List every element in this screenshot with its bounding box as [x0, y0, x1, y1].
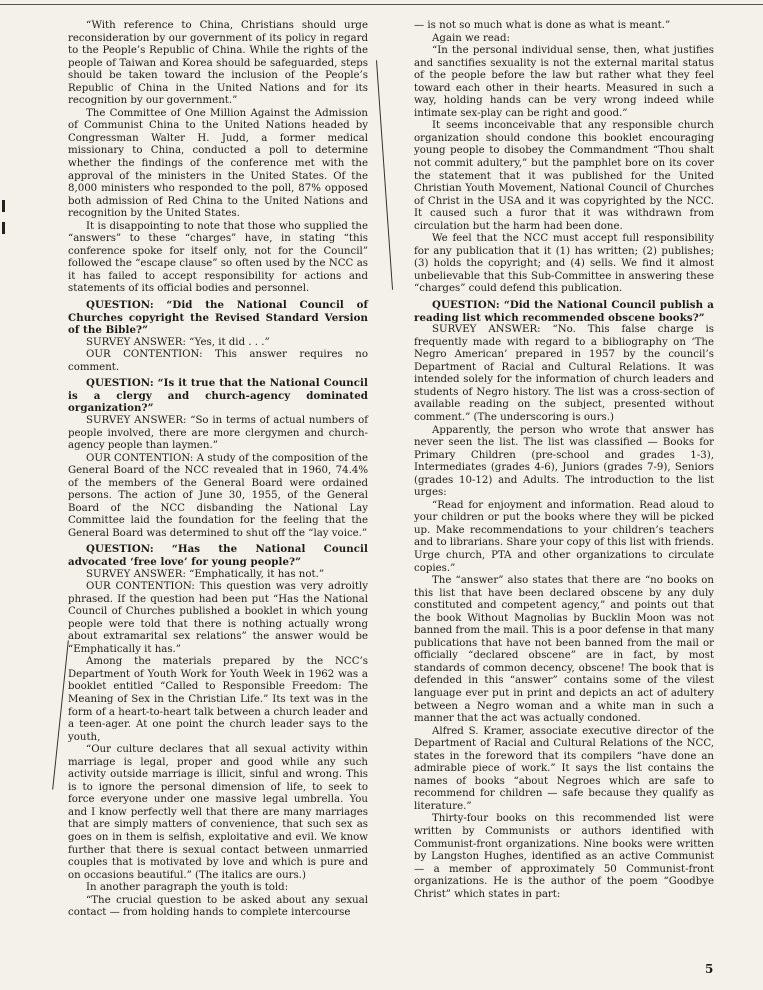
- paragraph: “With reference to China, Christians should urge reconsideration by our government of its policy in regard to the People’s Republic of China. While the rights of the people of Taiwan and Korea should be safeguarded, steps should be taken toward the inclusion of the People’s Republic of China in the United Nations and for its recognition by our government.”: [68, 20, 368, 107]
- question-heading: QUESTION: “Has the National Council advocated ‘free love’ for young people?”: [68, 543, 368, 568]
- paragraph: We feel that the NCC must accept full responsibility for any publication that it (1) has written; (2) publishes; (3) holds the copyright; and (4) sells. We find it almost unbelievable that this Sub-Committee in answering these “charges” could defend this publication.: [414, 233, 714, 295]
- paragraph: “Our culture declares that all sexual activity within marriage is legal, proper and good while any such activity outside marriage is illicit, sinful and wrong. This is to ignore the personal dimension of life, to seek to force everyone under one massive legal umbrella. You and I know perfectly well that there are many marriages that are simply matters of convenience, that such sex as goes on in them is selfish, exploitative and evil. We know further that there is sexual contact between unmarried couples that is motivated by love and which is pure and on occasions beautiful.” (The italics are ours.): [68, 744, 368, 881]
- paragraph: “In the personal individual sense, then, what justifies and sanctifies sexuality is not the external marital status of the people before the law but rather what they feel toward each other in their hearts. Measured in such a way, holding hands can be very wrong indeed while intimate sex-play can be right and good.”: [414, 45, 714, 119]
- question-heading: QUESTION: “Did the National Council of Churches copyright the Revised Standard Version of the Bible?”: [68, 299, 368, 337]
- paragraph: The “answer” also states that there are “no books on this list that have been declared obscene by any duly constituted and competent agency,” and points out that the book Without Magnolias by Bucklin Moon was not banned from the mail. This is a poor defense in that many publications that have not been banned from the mail or officially “declared obscene” are in fact, by most standards of common decency, obscene! The book that is defended in this “answer” contains some of the vilest language ever put in print and depicts an act of adultery between a Negro woman and a white man in such a manner that the act was actually condoned.: [414, 575, 714, 725]
- paragraph: “Read for enjoyment and information. Read aloud to your children or put the books where they will be picked up. Make recommendations to your children’s teachers and to librarians. Share your copy of this list with friends. Urge church, PTA and other organizations to circulate copies.”: [414, 499, 714, 574]
- paragraph: “The crucial question to be asked about any sexual contact — from holding hands to complete intercourse: [68, 894, 368, 919]
- margin-mark: [2, 200, 5, 212]
- paragraph: It is disappointing to note that those who supplied the “answers” to these “charges” have, in stating “this conference spoke for itself only, not for the Council” followed the “escape clause” so often used by the NCC as it has failed to accept responsibility for actions and statements of its official bodies and personnel.: [68, 220, 368, 295]
- paragraph: Thirty-four books on this recommended list were written by Communists or authors identified with Communist-front organizations. Nine books were written by Langston Hughes, identified as an active Communist — a member of approximately 50 Communist-front organizations. He is the author of the poem “Goodbye Christ” which states in part:: [414, 813, 714, 900]
- margin-mark: [2, 222, 5, 234]
- paragraph: SURVEY ANSWER: “Emphatically, it has not.”: [86, 568, 325, 580]
- paragraph: OUR CONTENTION: A study of the composition of the General Board of the NCC revealed that in 1960, 74.4% of the members of the General Board were ordained persons. The action of June 30, 1955, of the General Board of the NCC disbanding the National Lay Committee laid the foundation for the feeling that the General Board was determined to shut off the “lay voice.”: [68, 452, 368, 539]
- top-rule: [0, 4, 763, 5]
- right-column: [414, 20, 714, 901]
- paragraph: OUR CONTENTION: This question was very adroitly phrased. If the question had been put “Has the National Council of Churches published a booklet in which young people were told that there is nothing actually wrong about extramarital sex relations” the answer would be “Emphatically it has.”: [68, 581, 368, 655]
- question-heading: QUESTION: “Did the National Council publish a reading list which recommended obscene books?”: [414, 299, 714, 324]
- paragraph: Among the materials prepared by the NCC’s Department of Youth Work for Youth Week in 1962 was a booklet entitled “Called to Responsible Freedom: The Meaning of Sex in the Christian Life.” Its text was in the form of a heart-to-heart talk between a church leader and a teen-ager. At one point the church leader says to the youth,: [68, 656, 368, 743]
- paragraph: It seems inconceivable that any responsible church organization should condone this booklet encouraging young people to disobey the Commandment “Thou shalt not commit adultery,” but the pamphlet bore on its cover the statement that it was published for the United Christian Youth Movement, National Council of Churches of Christ in the USA and it was copyrighted by the NCC. It caused such a furor that it was withdrawn from circulation but the harm had been done.: [414, 120, 714, 232]
- paragraph: SURVEY ANSWER: “Yes, it did . . .”: [86, 336, 270, 348]
- question-heading: QUESTION: “Is it true that the National Council is a clergy and church-agency dominated organization?”: [68, 377, 368, 415]
- pen-mark: [376, 60, 393, 290]
- paragraph: SURVEY ANSWER: “No. This false charge is frequently made with regard to a bibliography on ‘The Negro American’ prepared in 1957 by the council’s Department of Racial and Cultural Relations. It was intended solely for the information of church leaders and students of Negro history. The list was a cross-section of available reading on the subject, presented without comment.” (The underscoring is ours.): [414, 324, 714, 423]
- pen-mark: [52, 640, 69, 789]
- paragraph: Again we read:: [432, 32, 510, 44]
- page-number: 5: [705, 962, 714, 976]
- left-column: [68, 20, 368, 920]
- paragraph: OUR CONTENTION: This answer requires no comment.: [68, 349, 368, 373]
- paragraph: — is not so much what is done as what is meant.”: [414, 20, 671, 31]
- paragraph: SURVEY ANSWER: “So in terms of actual numbers of people involved, there are more clergymen and church-agency people than laymen.”: [68, 414, 368, 452]
- paragraph: Apparently, the person who wrote that answer has never seen the list. The list was classified — Books for Primary Children (pre-school and grades 1-3), Intermediates (grades 4-6), Juniors (grades 7-9), Seniors (grades 10-12) and Adults. The introduction to the list urges:: [414, 424, 714, 499]
- paragraph: Alfred S. Kramer, associate executive director of the Department of Racial and Cultural Relations of the NCC, states in the foreword that its compilers “have done an admirable piece of work.” It says the list contains the names of books “about Negroes which are safe to recommend for children — safe because they qualify as literature.”: [414, 725, 714, 812]
- paragraph: The Committee of One Million Against the Admission of Communist China to the United Nations headed by Congressman Walter H. Judd, a former medical missionary to China, conducted a poll to determine whether the findings of the conference met with the approval of the ministers in the United States. Of the 8,000 ministers who responded to the poll, 87% opposed both admission of Red China to the United Nations and recognition by the United States.: [68, 107, 368, 220]
- paragraph: In another paragraph the youth is told:: [86, 882, 289, 894]
